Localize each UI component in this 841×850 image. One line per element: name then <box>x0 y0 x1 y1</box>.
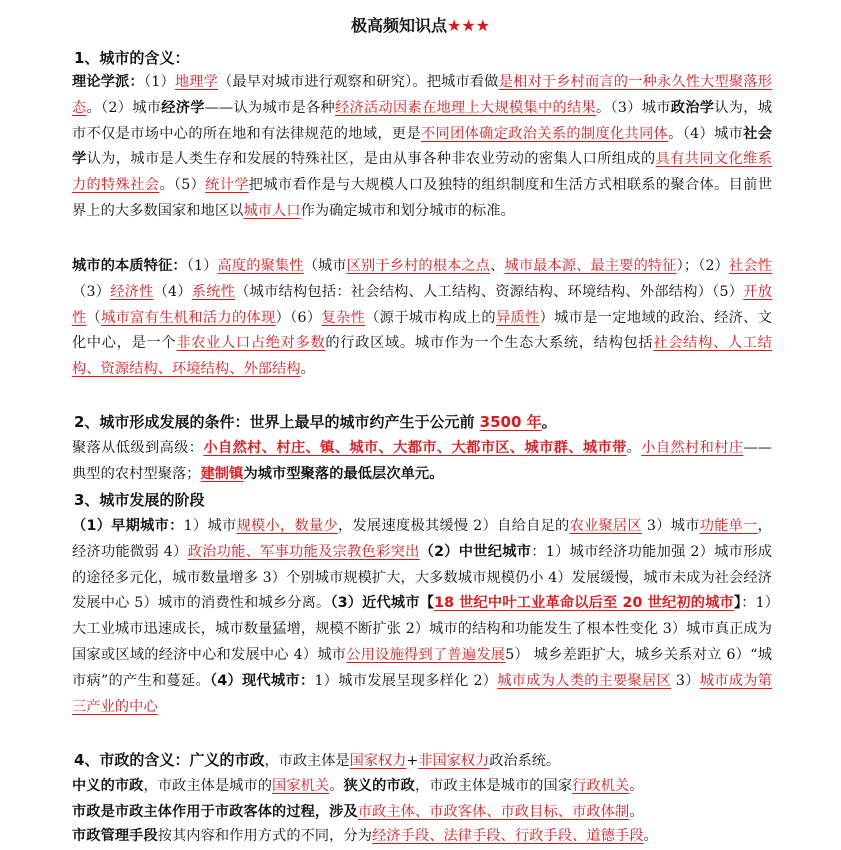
section-4-line-3: 市政管理手段按其内容和作用方式的不同，分为经济手段、法律手段、行政手段、道德手段。 <box>72 828 658 844</box>
section-2-heading: 2、城市形成发展的条件：世界上最早的城市约产生于公元前 3500 年。 <box>74 413 557 431</box>
highlight: 是相对于乡村而言的一种永久性大型聚落形态 <box>72 74 772 116</box>
year-highlight: 3500 年 <box>479 413 542 431</box>
theory-label: 理论学派： <box>72 74 144 90</box>
title-stars: ★★★ <box>446 16 491 35</box>
highlight: 不同团体确定政治关系的制度化共同体 <box>420 125 669 142</box>
section-1-theory-paragraph: 理论学派：（1）地理学（最早对城市进行观察和研究）。把城市看做是相对于乡村而言的一种永久性大型聚落形态。（2）城市经济学——认为城市是各种经济活动因素在地理上大规模集中的结果。（3）城市政治学认为，城市不仅是市场中心的所在地和有法律规范的地域，更是不同团体确定政治关系的制度化共同体。（4）城市社会学认为，城市是人类生存和发展的特殊社区，是由从事各种非农业劳动的密集人口所组成的具有共同文化维系力的特殊社会。（5）统计学把城市看作是与大规模人口及独特的组织制度和生活方式相联系的聚合体。目前世界上的大多数国家和地区以城市人口作为确定城市和划分城市的标准。 <box>72 74 773 219</box>
section-4-line-1: 中义的市政，市政主体是城市的国家机关。狭义的市政，市政主体是城市的国家行政机关。 <box>72 778 644 794</box>
section-4-heading: 4、市政的含义：广义的市政，市政主体是国家权力+非国家权力政治系统。 <box>74 751 561 769</box>
highlight: 具有共同文化维系力的特殊社会 <box>72 151 772 194</box>
highlight: 经济活动因素在地理上大规模集中的结果 <box>335 99 596 116</box>
page-title <box>0 16 841 36</box>
highlight: 统计学 <box>205 177 249 194</box>
section-1-heading: 1、城市的含义： <box>74 49 190 67</box>
section-1-essence-paragraph: 城市的本质特征：（1）高度的聚集性（城市区别于乡村的根本之点、城市最本源、最主要的特征）；（2）社会性（3）经济性（4）系统性（城市结构包括：社会结构、人工结构、资源结构、环境结构、外部结构）（5）开放性（城市富有生机和活力的体现）（6）复杂性（源于城市构成上的异质性）城市是一定地域的政治、经济、文化中心，是一个非农业人口占绝对多数的行政区域。城市作为一个生态大系统，结构包括社会结构、人工结构、资源结构、环境结构、外部结构。 <box>72 258 773 378</box>
essence-label: 城市的本质特征： <box>72 258 187 274</box>
section-2-settlement-paragraph: 聚落从低级到高级：小自然村、村庄、镇、城市、大都市、大都市区、城市群、城市带。小自然村和村庄——典型的农村型聚落；建制镇为城市型聚落的最低层次单元。 <box>72 440 773 482</box>
section-3-heading: 3、城市发展的阶段 <box>74 491 205 509</box>
highlight: 地理学 <box>174 74 219 90</box>
highlight: 城市人口 <box>243 202 301 219</box>
title-text: 极高频知识点 <box>350 16 447 35</box>
section-3-stages-paragraph: （1）早期城市：1）城市规模小，数量少，发展速度极其缓慢 2）自给自足的农业聚居区 3）城市功能单一，经济功能微弱 4）政治功能、军事功能及宗教色彩突出（2）中世纪城市：1）城市经济功能加强 2）城市形成的途径多元化，城市数量增多 3）个别城市规模扩大，大多数城市规模仍小 4）发展缓慢，城市未成为社会经济发展中心 5）城市的消费性和城乡分离。（3）近代城市【18 世纪中叶工业革命以后至 20 世纪初的城市】：1）大工业城市迅速成长，城市数量猛增，规模不断扩张 2）城市的结构和功能发生了根本性变化 3）城市真正成为国家或区域的经济中心和发展中心 4）城市公用设施得到了普遍发展5） 城乡差距扩大，城乡关系对立 6）“城市病”的产生和蔓延。（4）现代城市：1）城市发展呈现多样化 2）城市成为人类的主要聚居区 3）城市成为第三产业的中心 <box>72 518 772 715</box>
section-4-line-2: 市政是市政主体作用于市政客体的过程，涉及市政主体、市政客体、市政目标、市政体制。 <box>72 804 644 820</box>
